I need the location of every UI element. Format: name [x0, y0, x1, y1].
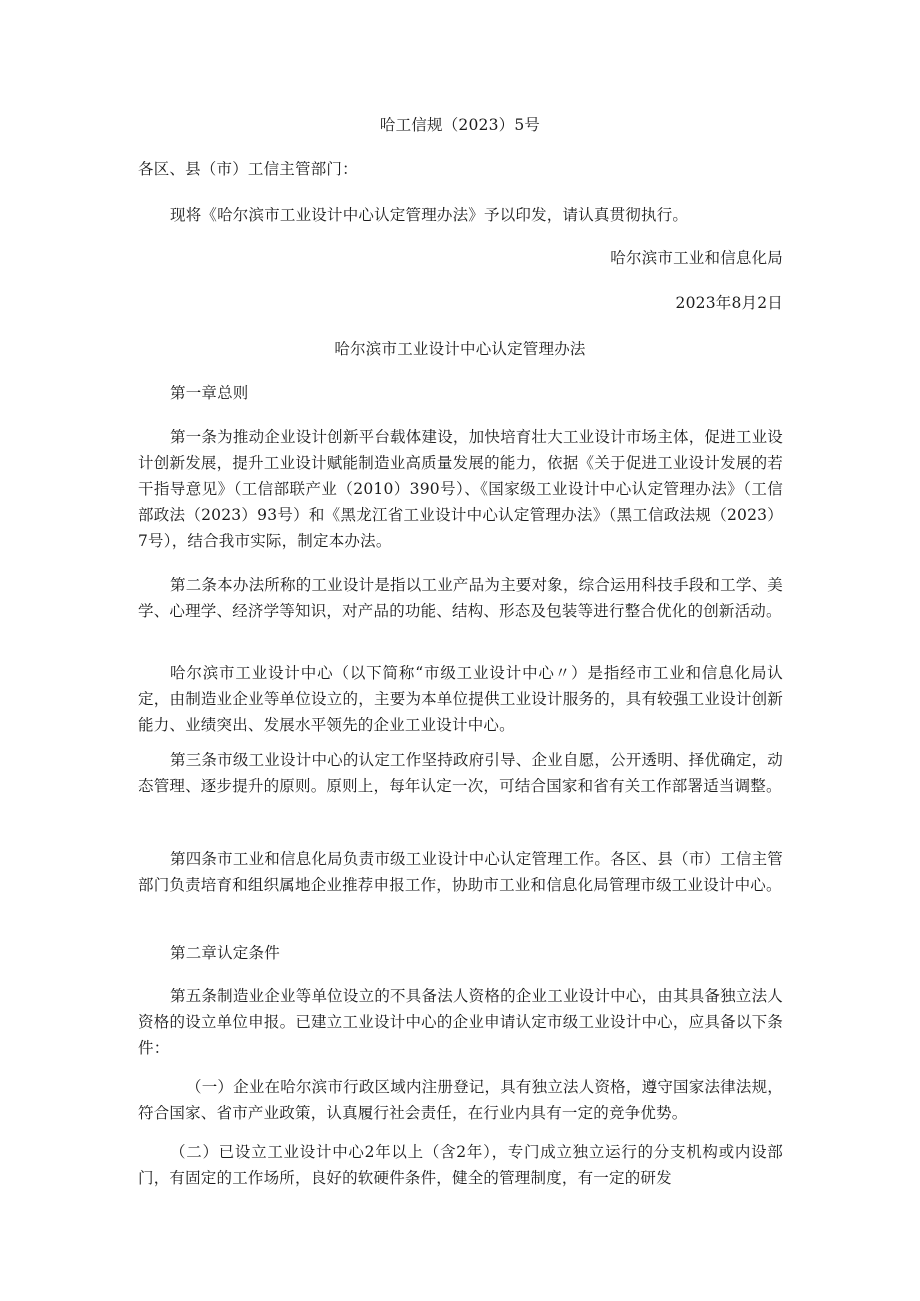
issuer-signature: 哈尔滨市工业和信息化局 — [610, 249, 783, 267]
condition-1: （一）企业在哈尔滨市行政区域内注册登记，具有独立法人资格，遵守国家法律法规，符合国家、省市产业政策，认真履行社会责任，在行业内具有一定的竞争优势。 — [138, 1078, 783, 1122]
article-3: 第三条市级工业设计中心的认定工作坚持政府引导、企业自愿，公开透明、择优确定，动态管理、逐步提升的原则。原则上，每年认定一次，可结合国家和省有关工作部署适当调整。 — [138, 751, 783, 795]
issue-date: 2023年8月2日 — [675, 294, 783, 312]
article-2: 第二条本办法所称的工业设计是指以工业产品为主要对象，综合运用科技手段和工学、美学、心理学、经济学等知识，对产品的功能、结构、形态及包装等进行整合优化的创新活动。 — [138, 576, 783, 620]
document-number: 哈工信规（2023）5号 — [379, 116, 541, 134]
chapter-heading-2: 第二章认定条件 — [170, 944, 280, 962]
notice-text: 现将《哈尔滨市工业设计中心认定管理办法》予以印发，请认真贯彻执行。 — [170, 206, 689, 224]
article-5: 第五条制造业企业等单位设立的不具备法人资格的企业工业设计中心，由其具备独立法人资格的设立单位申报。已建立工业设计中心的企业申请认定市级工业设计中心，应具备以下条件： — [138, 987, 783, 1057]
article-4: 第四条市工业和信息化局负责市级工业设计中心认定管理工作。各区、县（市）工信主管部门负责培育和组织属地企业推荐申报工作，协助市工业和信息化局管理市级工业设计中心。 — [138, 850, 783, 894]
regulation-title: 哈尔滨市工业设计中心认定管理办法 — [334, 340, 586, 358]
addressee: 各区、县（市）工信主管部门： — [138, 160, 358, 178]
condition-2: （二）已设立工业设计中心2年以上（含2年），专门成立独立运行的分支机构或内设部门，有固定的工作场所，良好的软硬件条件，健全的管理制度，有一定的研发 — [138, 1143, 783, 1187]
article-2-definition: 哈尔滨市工业设计中心（以下简称“市级工业设计中心〃）是指经市工业和信息化局认定，由制造业企业等单位设立的，主要为本单位提供工业设计服务的，具有较强工业设计创新能力、业绩突出、发展水平领先的企业工业设计中心。 — [138, 664, 783, 734]
chapter-heading-1: 第一章总则 — [170, 384, 249, 402]
article-1: 第一条为推动企业设计创新平台载体建设，加快培育壮大工业设计市场主体，促进工业设计创新发展，提升工业设计赋能制造业高质量发展的能力，依据《关于促进工业设计发展的若干指导意见》（工信部联产业（2010）390号）、《国家级工业设计中心认定管理办法》（工信部政法（2023）93号）和《黑龙江省工业设计中心认定管理办法》（黑工信政法规（2023）7号），结合我市实际，制定本办法。 — [138, 428, 783, 550]
